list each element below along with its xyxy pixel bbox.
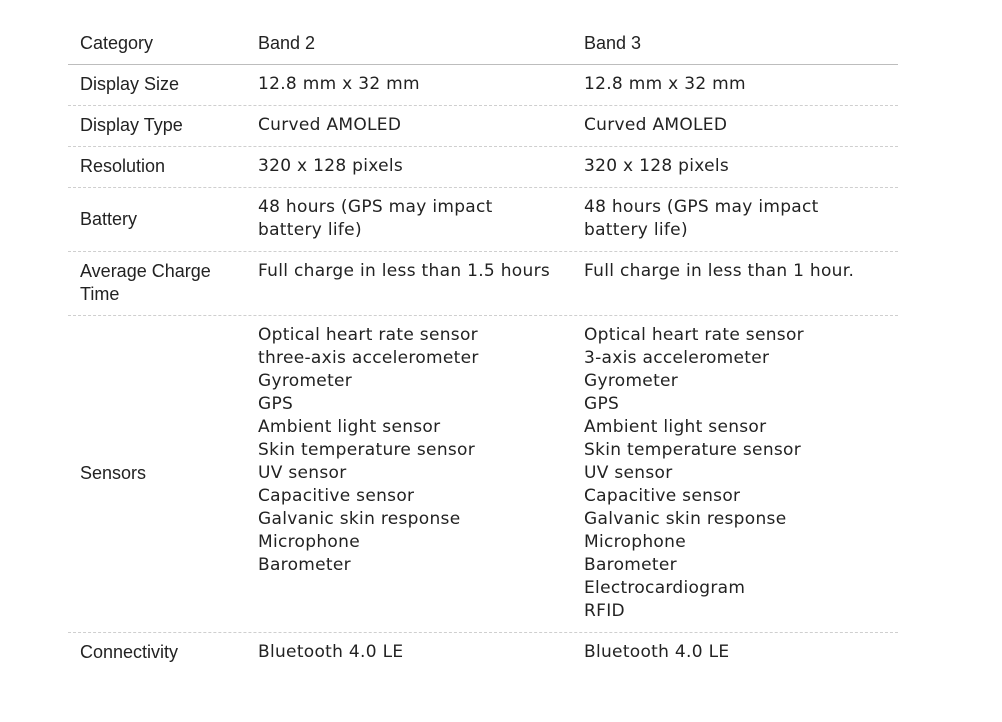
band-2-cell: [246, 106, 572, 146]
value-line: battery life): [258, 220, 362, 240]
table-header-row: [68, 24, 898, 65]
value-line: 320 x 128 pixels: [258, 156, 404, 176]
band-2-cell: [246, 65, 572, 105]
category-label: Display Type: [80, 115, 183, 135]
value-line: 48 hours (GPS may impact: [258, 197, 493, 217]
category-cell: [68, 316, 246, 632]
category-label: Display Size: [80, 74, 180, 94]
value-line: Curved AMOLED: [258, 115, 402, 135]
table-body: [68, 65, 898, 673]
value-line: Galvanic skin response: [584, 509, 787, 529]
table-row: [68, 106, 898, 147]
table-row: [68, 147, 898, 188]
band-2-cell: [246, 633, 572, 673]
band-3-cell: [572, 147, 898, 187]
value-line: 320 x 128 pixels: [584, 156, 730, 176]
value-line: 48 hours (GPS may impact: [584, 197, 819, 217]
band-3-cell: [572, 316, 898, 632]
category-label: Sensors: [80, 463, 147, 483]
table-row: [68, 65, 898, 106]
value-line: RFID: [584, 601, 625, 621]
value-line: Skin temperature sensor: [584, 440, 802, 460]
value-line: UV sensor: [258, 463, 347, 483]
value-line: Microphone: [258, 532, 360, 552]
value-line: Capacitive sensor: [584, 486, 741, 506]
category-label: Resolution: [80, 156, 166, 176]
value-line: Capacitive sensor: [258, 486, 415, 506]
value-line: 3-axis accelerometer: [584, 348, 770, 368]
header-category: Category: [80, 33, 154, 53]
value-line: Full charge in less than 1.5 hours: [258, 261, 551, 281]
value-line: 12.8 mm x 32 mm: [258, 74, 420, 94]
category-cell: [68, 65, 246, 105]
value-line: Gyrometer: [584, 371, 679, 391]
value-line: Curved AMOLED: [584, 115, 728, 135]
value-line: UV sensor: [584, 463, 673, 483]
category-label: Average Charge Time: [80, 261, 211, 304]
value-line: Optical heart rate sensor: [584, 325, 804, 345]
band-3-cell: [572, 633, 898, 673]
header-band-3: Band 3: [584, 33, 642, 53]
value-line: Barometer: [584, 555, 677, 575]
value-line: Bluetooth 4.0 LE: [584, 642, 730, 662]
band-3-cell: [572, 188, 898, 251]
value-line: GPS: [584, 394, 620, 414]
band-3-cell: [572, 65, 898, 105]
category-cell: [68, 188, 246, 251]
value-line: Full charge in less than 1 hour.: [584, 261, 855, 281]
table-row: [68, 188, 898, 252]
category-cell: [68, 252, 246, 315]
category-label: Connectivity: [80, 642, 179, 662]
value-line: Ambient light sensor: [584, 417, 767, 437]
band-3-cell: [572, 106, 898, 146]
band-2-cell: [246, 252, 572, 315]
value-line: Electrocardiogram: [584, 578, 746, 598]
category-cell: [68, 106, 246, 146]
comparison-table: [68, 24, 898, 673]
category-label: Battery: [80, 208, 138, 229]
value-line: Barometer: [258, 555, 351, 575]
value-line: Galvanic skin response: [258, 509, 461, 529]
band-3-cell: [572, 252, 898, 315]
band-2-cell: [246, 316, 572, 632]
category-cell: [68, 147, 246, 187]
table-row: [68, 633, 898, 673]
value-line: GPS: [258, 394, 294, 414]
value-line: battery life): [584, 220, 688, 240]
value-line: Gyrometer: [258, 371, 353, 391]
table-row: [68, 316, 898, 633]
value-line: 12.8 mm x 32 mm: [584, 74, 746, 94]
value-line: Optical heart rate sensor: [258, 325, 478, 345]
value-line: Skin temperature sensor: [258, 440, 476, 460]
value-line: Bluetooth 4.0 LE: [258, 642, 404, 662]
band-2-cell: [246, 147, 572, 187]
value-line: Ambient light sensor: [258, 417, 441, 437]
category-cell: [68, 633, 246, 673]
table-row: [68, 252, 898, 316]
value-line: Microphone: [584, 532, 686, 552]
band-2-cell: [246, 188, 572, 251]
header-band-2: Band 2: [258, 33, 316, 53]
value-line: three-axis accelerometer: [258, 348, 479, 368]
